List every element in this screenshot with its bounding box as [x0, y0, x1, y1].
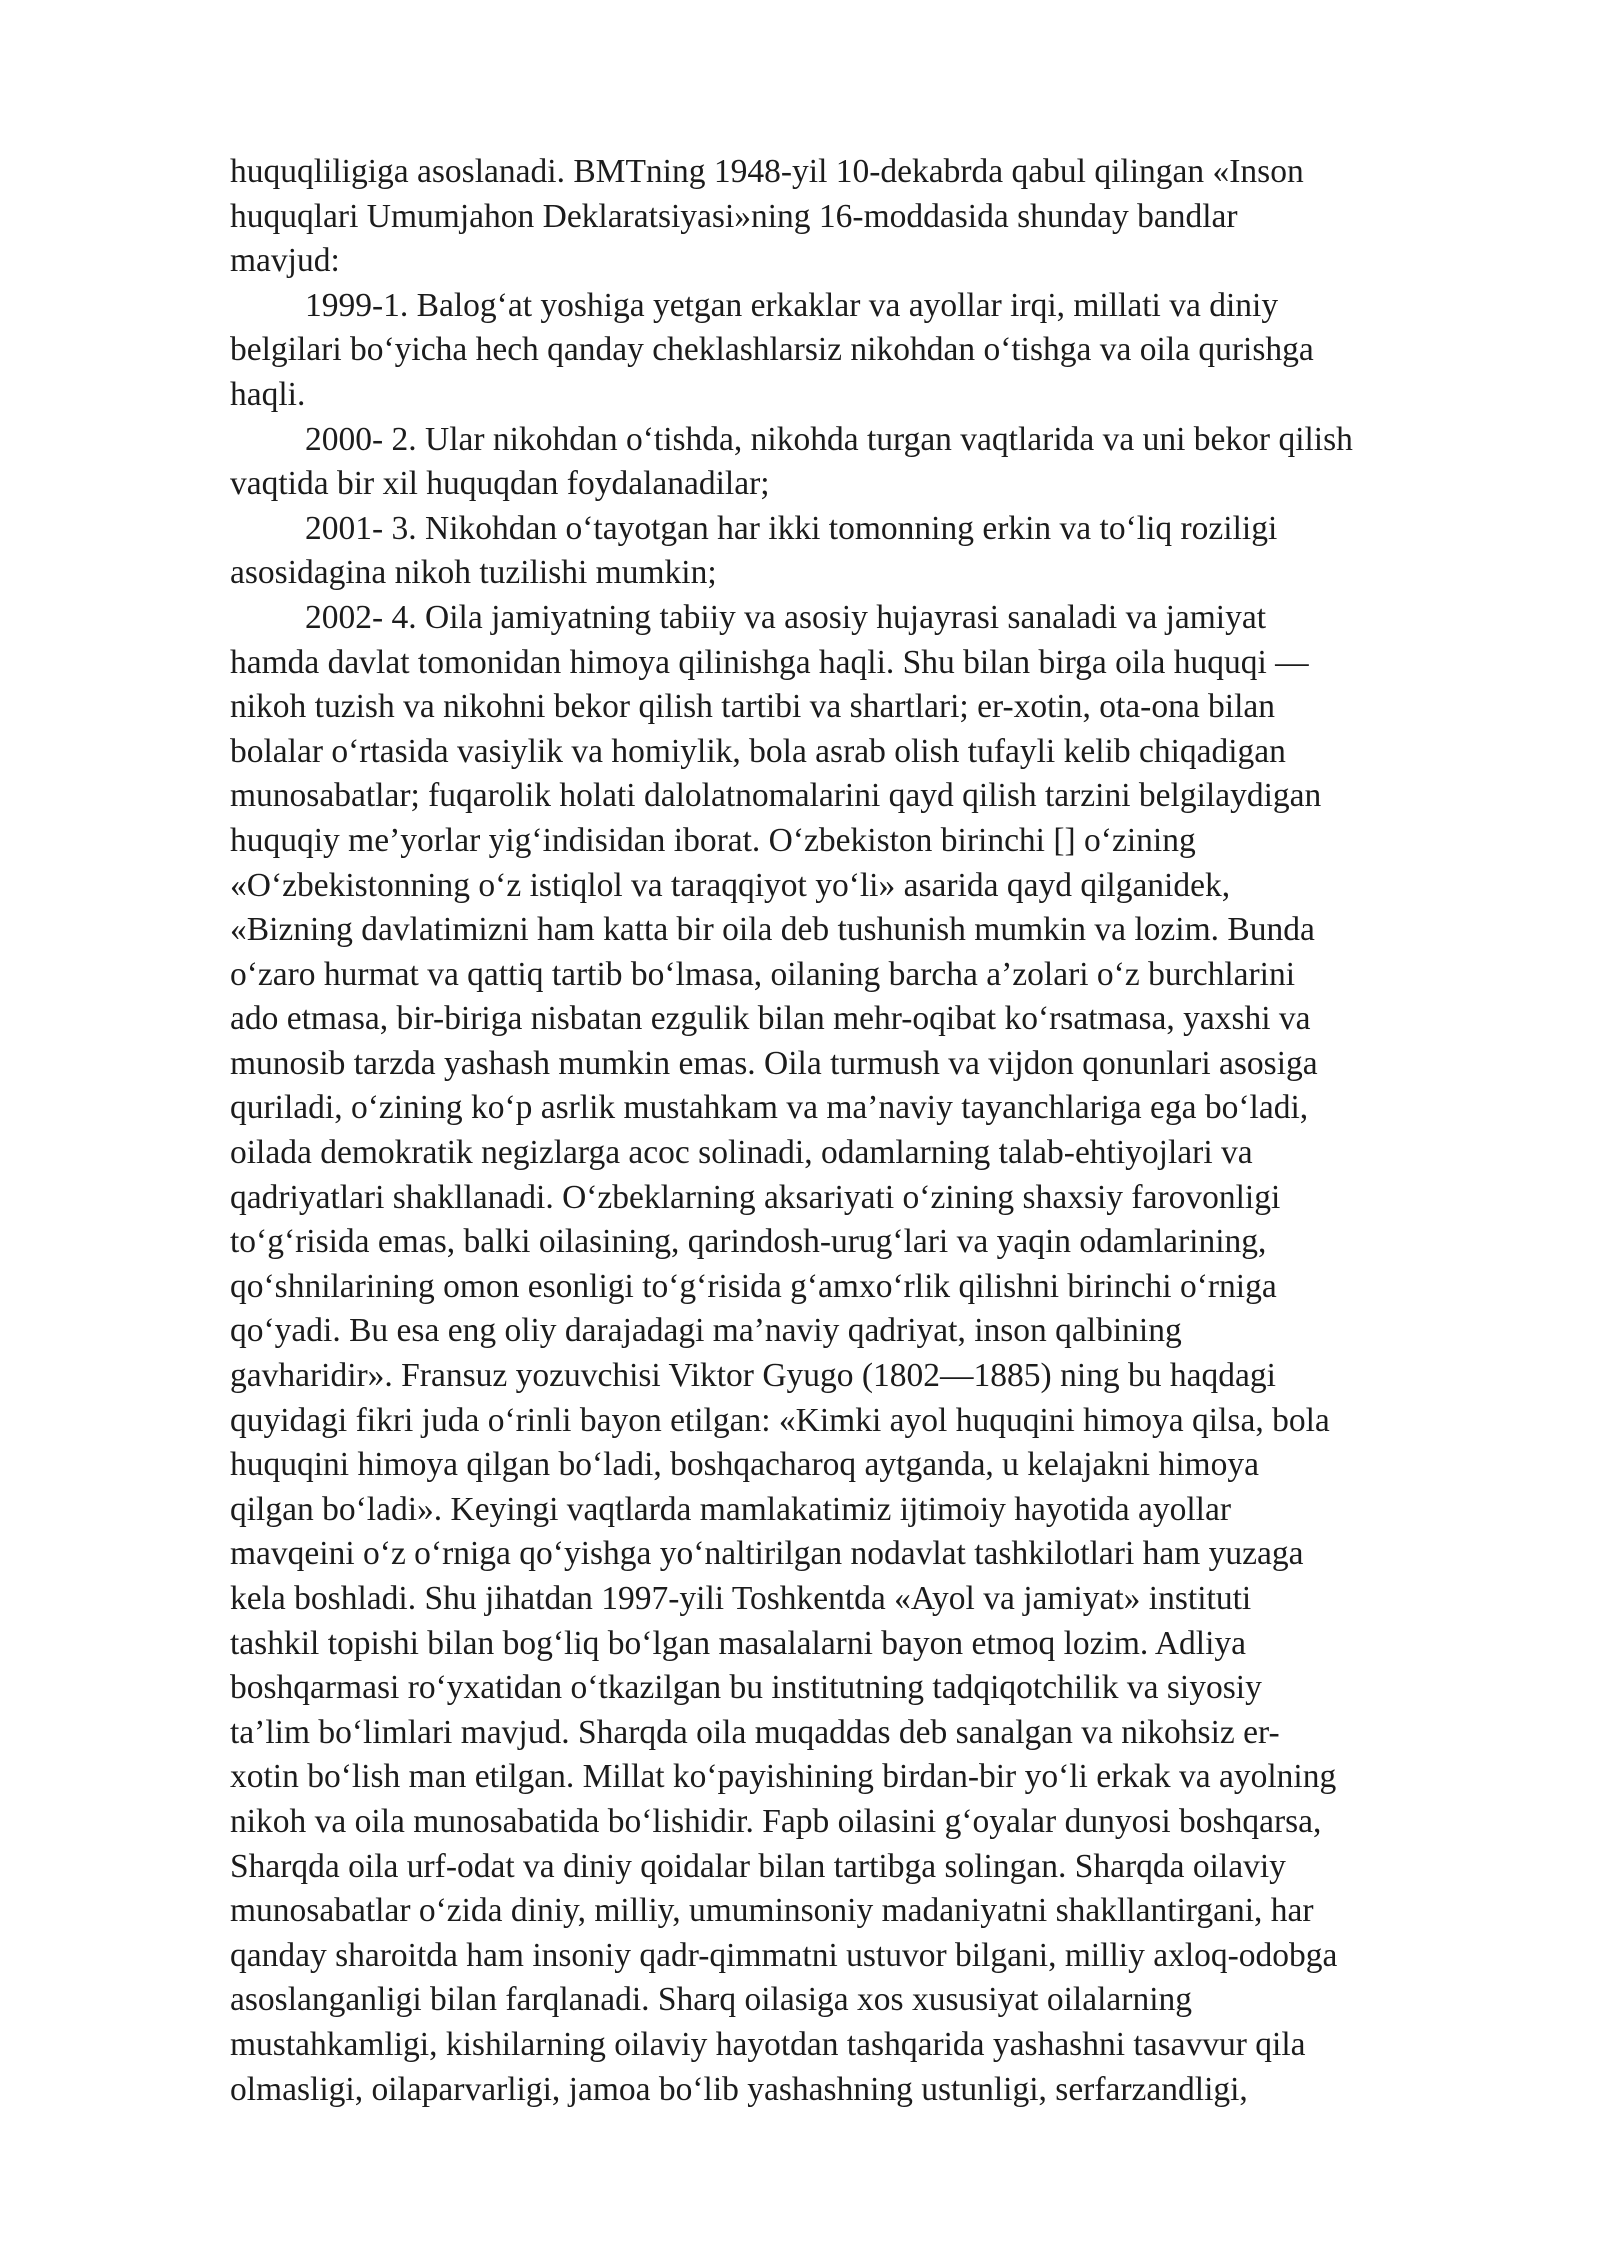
text-line: munosabatlar; fuqarolik holati dalolatnomalarini qayd qilish tarzini belgilaydigan: [230, 777, 1322, 815]
text-line: vaqtida bir xil huquqdan foydalanadilar;: [230, 465, 770, 503]
text-line: qadriyatlari shakllanadi. O‘zbeklarning aksariyati o‘zining shaxsiy farovonligi: [230, 1178, 1281, 1216]
text-line: hamda davlat tomonidan himoya qilinishga haqli. Shu bilan birga oila huquqi —: [230, 643, 1309, 681]
text-line: huquqliligiga asoslanadi. BMTning 1948-yil 10-dekabrda qabul qilingan «Inson: [230, 153, 1304, 190]
text-line: mavqeini o‘z o‘rniga qo‘yishga yo‘naltirilgan nodavlat tashkilotlari ham yuzaga: [230, 1535, 1304, 1573]
text-line: oilada demokratik negizlarga acoc solinadi, odamlarning talab-ehtiyojlari va: [230, 1134, 1253, 1172]
text-line: huquqlari Umumjahon Deklaratsiyasi»ning 16-moddasida shunday bandlar: [230, 197, 1238, 235]
text-line: nikoh tuzish va nikohni bekor qilish tartibi va shartlari; er-xotin, ota-ona bilan: [230, 688, 1276, 726]
text-line: bolalar o‘rtasida vasiylik va homiylik, bola asrab olish tufayli kelib chiqadigan: [230, 732, 1286, 770]
text-line: gavharidir». Fransuz yozuvchisi Viktor Gyugo (1802—1885) ning bu haqdagi: [230, 1357, 1276, 1395]
text-line: munosib tarzda yashash mumkin emas. Oila turmush va vijdon qonunlari asosiga: [230, 1044, 1318, 1082]
text-line: to‘g‘risida emas, balki oilasining, qarindosh-urug‘lari va yaqin odamlarining,: [230, 1223, 1267, 1261]
text-line: asosidagina nikoh tuzilishi mumkin;: [230, 554, 717, 592]
text-line: 2002- 4. Oila jamiyatning tabiiy va asosiy hujayrasi sanaladi va jamiyat: [305, 598, 1267, 636]
text-line: mustahkamligi, kishilarning oilaviy hayotdan tashqarida yashashni tasavvur qila: [230, 2025, 1306, 2063]
text-line: «Bizning davlatimizni ham katta bir oila deb tushunish mumkin va lozim. Bunda: [230, 911, 1315, 949]
text-line: kela boshladi. Shu jihatdan 1997-yili Toshkentda «Ayol va jamiyat» instituti: [230, 1580, 1252, 1617]
text-line: 1999-1. Balog‘at yoshiga yetgan erkaklar va ayollar irqi, millati va diniy: [305, 286, 1279, 324]
text-line: 2001- 3. Nikohdan o‘tayotgan har ikki tomonning erkin va to‘liq roziligi: [305, 509, 1278, 547]
text-line: ta’lim bo‘limlari mavjud. Sharqda oila muqaddas deb sanalgan va nikohsiz er-: [230, 1713, 1280, 1751]
text-line: olmasligi, oilaparvarligi, jamoa bo‘lib yashashning ustunligi, serfarzandligi,: [230, 2070, 1248, 2108]
text-line: ado etmasa, bir-biriga nisbatan ezgulik bilan mehr-oqibat ko‘rsatmasa, yaxshi va: [230, 1000, 1311, 1038]
text-line: quriladi, o‘zining ko‘p asrlik mustahkam va ma’naviy tayanchlariga ega bo‘ladi,: [230, 1089, 1309, 1127]
text-line: munosabatlar o‘zida diniy, milliy, umuminsoniy madaniyatni shakllantirgani, har: [230, 1892, 1314, 1930]
text-line: Sharqda oila urf-odat va diniy qoidalar bilan tartibga solingan. Sharqda oilaviy: [230, 1847, 1286, 1885]
text-line: huquqiy me’yorlar yig‘indisidan iborat. O‘zbekiston birinchi [] o‘zining: [230, 821, 1196, 859]
text-line: qo‘yadi. Bu esa eng oliy darajadagi ma’naviy qadriyat, inson qalbining: [230, 1312, 1182, 1350]
text-line: xotin bo‘lish man etilgan. Millat ko‘payishining birdan-bir yo‘li erkak va ayolning: [230, 1758, 1337, 1796]
text-line: boshqarmasi ro‘yxatidan o‘tkazilgan bu institutning tadqiqotchilik va siyosiy: [230, 1669, 1262, 1707]
text-line: qo‘shnilarining omon esonligi to‘g‘risida g‘amxo‘rlik qilishni birinchi o‘rniga: [230, 1267, 1277, 1305]
text-line: nikoh va oila munosabatida bo‘lishidir. Fapb oilasini g‘oyalar dunyosi boshqarsa,: [230, 1802, 1322, 1840]
text-line: «O‘zbekistonning o‘z istiqlol va taraqqiyot yo‘li» asarida qayd qilganidek,: [230, 866, 1231, 904]
text-line: qanday sharoitda ham insoniy qadr-qimmatni ustuvor bilgani, milliy axloq-odobga: [230, 1936, 1338, 1974]
text-line: qilgan bo‘ladi». Keyingi vaqtlarda mamlakatimiz ijtimoiy hayotida ayollar: [230, 1490, 1232, 1528]
text-line: o‘zaro hurmat va qattiq tartib bo‘lmasa, oilaning barcha a’zolari o‘z burchlarini: [230, 955, 1296, 993]
text-line: quyidagi fikri juda o‘rinli bayon etilgan: «Kimki ayol huquqini himoya qilsa, bola: [230, 1401, 1330, 1439]
text-line: huquqini himoya qilgan bo‘ladi, boshqacharoq aytganda, u kelajakni himoya: [230, 1446, 1259, 1484]
text-line: belgilari bo‘yicha hech qanday cheklashlarsiz nikohdan o‘tishga va oila qurishga: [230, 331, 1314, 369]
text-line: haqli.: [230, 375, 306, 413]
text-line: asoslanganligi bilan farqlanadi. Sharq oilasiga xos xususiyat oilalarning: [230, 1981, 1192, 2019]
text-line: tashkil topishi bilan bog‘liq bo‘lgan masalalarni bayon etmoq lozim. Adliya: [230, 1624, 1246, 1662]
body-text: [230, 150, 1500, 2112]
text-line: 2000- 2. Ular nikohdan o‘tishda, nikohda turgan vaqtlarida va uni bekor qilish: [305, 420, 1353, 458]
text-line: mavjud:: [230, 242, 340, 280]
